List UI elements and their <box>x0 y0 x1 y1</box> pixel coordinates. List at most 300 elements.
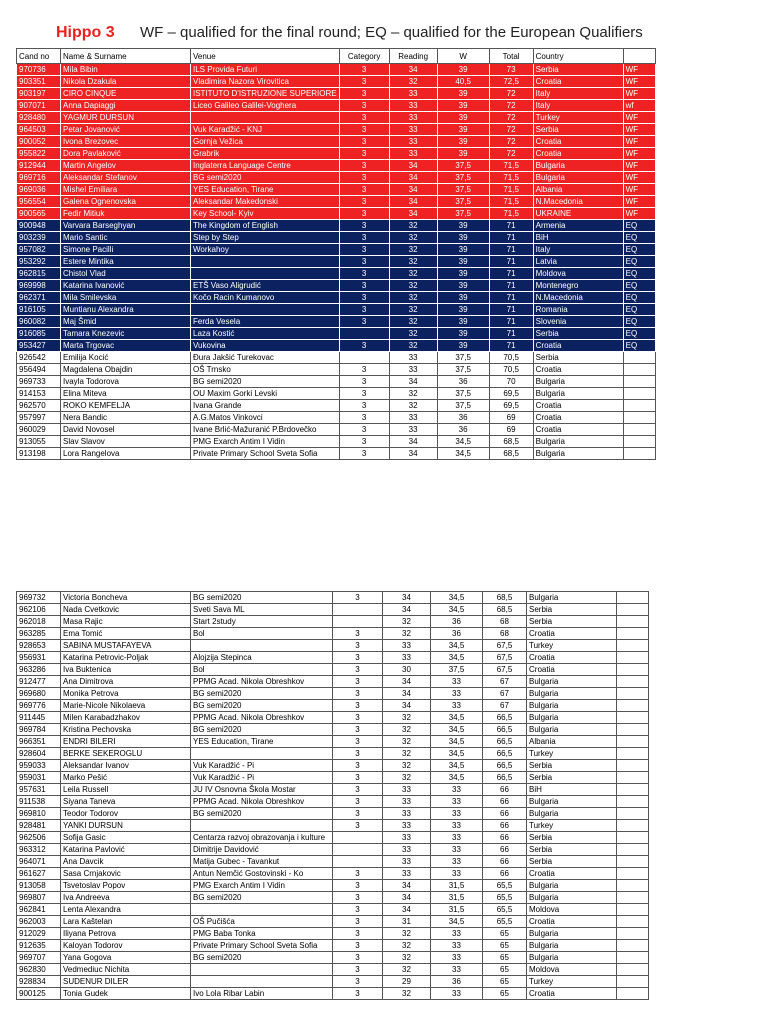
name-cell: YANKI DURSUN <box>61 820 191 832</box>
total-cell: 65 <box>483 928 527 940</box>
country-cell: Albania <box>533 184 623 196</box>
venue-cell: YES Education, Tirane <box>191 184 340 196</box>
cand-no-cell: 969733 <box>17 376 61 388</box>
status-cell <box>617 808 649 820</box>
table-row <box>17 868 649 880</box>
status-cell <box>617 964 649 976</box>
total-cell: 69 <box>489 412 533 424</box>
total-cell: 69 <box>489 424 533 436</box>
cand-no-cell: 957997 <box>17 412 61 424</box>
cand-no-cell: 928653 <box>17 640 61 652</box>
table-row <box>17 760 649 772</box>
table-row <box>17 784 649 796</box>
name-cell: Anna Dapiaggi <box>61 100 191 112</box>
venue-cell <box>191 304 340 316</box>
category-cell: 3 <box>339 292 389 304</box>
reading-cell: 32 <box>383 628 431 640</box>
cand-no-cell: 969810 <box>17 808 61 820</box>
cand-no-cell: 963286 <box>17 664 61 676</box>
status-cell: EQ <box>623 316 655 328</box>
venue-cell: BG semi2020 <box>191 724 333 736</box>
country-cell: Armenia <box>533 220 623 232</box>
reading-cell: 32 <box>383 760 431 772</box>
reading-cell: 32 <box>389 268 437 280</box>
category-cell: 3 <box>339 160 389 172</box>
name-cell: Leila Russell <box>61 784 191 796</box>
total-cell: 67 <box>483 700 527 712</box>
total-cell: 66 <box>483 832 527 844</box>
country-cell: Bulgaria <box>527 808 617 820</box>
country-cell: Croatia <box>527 988 617 1000</box>
category-cell: 3 <box>333 916 383 928</box>
venue-cell: Antun Nemčić Gostovinski - Ko <box>191 868 333 880</box>
table-row <box>17 304 656 316</box>
country-cell: Serbia <box>527 604 617 616</box>
legend-description: WF – qualified for the final round; EQ – qualified for the European Qualifiers <box>140 24 643 41</box>
name-cell: Estere Mintika <box>61 256 191 268</box>
venue-cell: Đura Jakšić Turekovac <box>191 352 340 364</box>
name-cell: Nikola Dzakula <box>61 76 191 88</box>
table-row <box>17 820 649 832</box>
reading-cell: 30 <box>383 664 431 676</box>
cand-no-cell: 911538 <box>17 796 61 808</box>
cand-no-cell: 953292 <box>17 256 61 268</box>
table-row <box>17 388 656 400</box>
name-cell: Slav Slavov <box>61 436 191 448</box>
name-cell: Muntianu Alexandra <box>61 304 191 316</box>
name-cell: Chistol Vlad <box>61 268 191 280</box>
table-row <box>17 976 649 988</box>
venue-cell: OŠ Pučišća <box>191 916 333 928</box>
reading-cell: 32 <box>389 292 437 304</box>
total-cell: 69,5 <box>489 388 533 400</box>
venue-cell: BG semi2020 <box>191 808 333 820</box>
country-cell: Serbia <box>527 760 617 772</box>
category-cell <box>339 328 389 340</box>
table-row <box>17 148 656 160</box>
venue-cell: Aleksandar Makedonski <box>191 196 340 208</box>
total-cell: 71 <box>489 292 533 304</box>
country-cell: UKRAINE <box>533 208 623 220</box>
w-cell: 34,5 <box>431 640 483 652</box>
w-cell: 37,5 <box>437 184 489 196</box>
country-cell: Moldova <box>527 904 617 916</box>
venue-cell: Ivo Lola Ribar Labin <box>191 988 333 1000</box>
name-cell: YAGMUR DURSUN <box>61 112 191 124</box>
cand-no-cell: 926542 <box>17 352 61 364</box>
total-cell: 71 <box>489 220 533 232</box>
name-cell: Lora Rangelova <box>61 448 191 460</box>
w-cell: 33 <box>431 820 483 832</box>
table-row <box>17 640 649 652</box>
total-cell: 66,5 <box>483 772 527 784</box>
cand-no-cell: 900052 <box>17 136 61 148</box>
cand-no-cell: 911445 <box>17 712 61 724</box>
table-row <box>17 748 649 760</box>
venue-cell: Alojzija Stepinca <box>191 652 333 664</box>
w-cell: 33 <box>431 796 483 808</box>
total-cell: 66 <box>483 820 527 832</box>
table-row <box>17 928 649 940</box>
reading-cell: 33 <box>383 844 431 856</box>
total-cell: 70 <box>489 376 533 388</box>
venue-cell <box>191 748 333 760</box>
status-cell <box>617 652 649 664</box>
cand-no-cell: 963285 <box>17 628 61 640</box>
hippo-level-title: Hippo 3 <box>56 24 115 41</box>
total-cell: 72 <box>489 112 533 124</box>
reading-cell: 32 <box>389 316 437 328</box>
name-cell: Ana Davcik <box>61 856 191 868</box>
reading-cell: 33 <box>389 424 437 436</box>
total-cell: 71 <box>489 232 533 244</box>
cand-no-cell: 962018 <box>17 616 61 628</box>
reading-cell: 33 <box>383 856 431 868</box>
cand-no-cell: 963312 <box>17 844 61 856</box>
reading-cell: 32 <box>383 736 431 748</box>
w-cell: 36 <box>431 628 483 640</box>
status-cell <box>617 988 649 1000</box>
name-cell: Nera Bandic <box>61 412 191 424</box>
cand-no-cell: 916085 <box>17 328 61 340</box>
venue-cell: Matija Gubec - Tavankut <box>191 856 333 868</box>
w-cell: 33 <box>431 952 483 964</box>
name-cell: Tamara Knezevic <box>61 328 191 340</box>
country-cell: Croatia <box>527 652 617 664</box>
country-cell: Croatia <box>527 868 617 880</box>
total-cell: 66,5 <box>483 748 527 760</box>
name-cell: Vedmediuc Nichita <box>61 964 191 976</box>
col-header-venue: Venue <box>191 49 340 64</box>
table-row <box>17 268 656 280</box>
cand-no-cell: 960029 <box>17 424 61 436</box>
status-cell: EQ <box>623 304 655 316</box>
total-cell: 68,5 <box>489 436 533 448</box>
w-cell: 33 <box>431 928 483 940</box>
total-cell: 67 <box>483 676 527 688</box>
col-header-name: Name & Surname <box>61 49 191 64</box>
cand-no-cell: 962506 <box>17 832 61 844</box>
category-cell: 3 <box>339 88 389 100</box>
reading-cell: 33 <box>383 808 431 820</box>
total-cell: 66 <box>483 856 527 868</box>
category-cell <box>333 604 383 616</box>
name-cell: Ivayla Todorova <box>61 376 191 388</box>
country-cell: Croatia <box>533 412 623 424</box>
country-cell: Croatia <box>533 400 623 412</box>
venue-cell: PMG Exarch Antim I Vidin <box>191 880 333 892</box>
venue-cell: PMG Baba Tonka <box>191 928 333 940</box>
cand-no-cell: 962830 <box>17 964 61 976</box>
cand-no-cell: 912477 <box>17 676 61 688</box>
w-cell: 34,5 <box>431 748 483 760</box>
table-row <box>17 604 649 616</box>
status-cell <box>623 364 655 376</box>
total-cell: 71,5 <box>489 184 533 196</box>
cand-no-cell: 960082 <box>17 316 61 328</box>
status-cell <box>623 424 655 436</box>
total-cell: 66,5 <box>483 736 527 748</box>
table-row <box>17 340 656 352</box>
w-cell: 34,5 <box>431 760 483 772</box>
category-cell: 3 <box>339 220 389 232</box>
reading-cell: 33 <box>383 640 431 652</box>
reading-cell: 32 <box>389 400 437 412</box>
cand-no-cell: 956931 <box>17 652 61 664</box>
name-cell: Simone Pacilli <box>61 244 191 256</box>
status-cell <box>617 976 649 988</box>
table-row <box>17 244 656 256</box>
country-cell: Turkey <box>527 976 617 988</box>
country-cell: Serbia <box>533 124 623 136</box>
name-cell: SUDENUR DILER <box>61 976 191 988</box>
cand-no-cell: 912944 <box>17 160 61 172</box>
cand-no-cell: 903197 <box>17 88 61 100</box>
status-cell <box>617 712 649 724</box>
venue-cell: Vuk Karadžić - Pi <box>191 772 333 784</box>
category-cell: 3 <box>333 712 383 724</box>
status-cell: EQ <box>623 328 655 340</box>
category-cell <box>333 856 383 868</box>
cand-no-cell: 903239 <box>17 232 61 244</box>
w-cell: 40,5 <box>437 76 489 88</box>
country-cell: Croatia <box>527 916 617 928</box>
total-cell: 71,5 <box>489 196 533 208</box>
w-cell: 39 <box>437 112 489 124</box>
total-cell: 66 <box>483 844 527 856</box>
country-cell: Bulgaria <box>527 712 617 724</box>
name-cell: Ivona Brezovec <box>61 136 191 148</box>
col-header-country: Country <box>533 49 623 64</box>
results-table-lower <box>16 591 649 1000</box>
w-cell: 33 <box>431 808 483 820</box>
name-cell: Fedir Mitiuk <box>61 208 191 220</box>
category-cell: 3 <box>339 136 389 148</box>
status-cell: EQ <box>623 280 655 292</box>
reading-cell: 32 <box>383 616 431 628</box>
total-cell: 72 <box>489 124 533 136</box>
total-cell: 65,5 <box>483 892 527 904</box>
w-cell: 39 <box>437 292 489 304</box>
table-row <box>17 64 656 76</box>
country-cell: Bulgaria <box>527 796 617 808</box>
name-cell: Yana Gogova <box>61 952 191 964</box>
cand-no-cell: 962815 <box>17 268 61 280</box>
cand-no-cell: 962841 <box>17 904 61 916</box>
w-cell: 39 <box>437 280 489 292</box>
name-cell: Ana Dimitrova <box>61 676 191 688</box>
total-cell: 71,5 <box>489 160 533 172</box>
reading-cell: 34 <box>389 196 437 208</box>
status-cell <box>623 352 655 364</box>
cand-no-cell: 957082 <box>17 244 61 256</box>
w-cell: 39 <box>437 220 489 232</box>
country-cell: N.Macedonia <box>533 292 623 304</box>
cand-no-cell: 966351 <box>17 736 61 748</box>
name-cell: Victoria Boncheva <box>61 592 191 604</box>
status-cell <box>617 676 649 688</box>
reading-cell: 33 <box>389 124 437 136</box>
reading-cell: 32 <box>389 232 437 244</box>
total-cell: 68 <box>483 628 527 640</box>
w-cell: 33 <box>431 988 483 1000</box>
category-cell: 3 <box>333 676 383 688</box>
cand-no-cell: 957631 <box>17 784 61 796</box>
venue-cell: ETŠ Vaso Aligrudić <box>191 280 340 292</box>
status-cell: EQ <box>623 220 655 232</box>
total-cell: 66,5 <box>483 760 527 772</box>
name-cell: Iva Andreeva <box>61 892 191 904</box>
table-row <box>17 880 649 892</box>
total-cell: 71,5 <box>489 208 533 220</box>
venue-cell: PPMG Acad. Nikola Obreshkov <box>191 796 333 808</box>
w-cell: 34,5 <box>431 592 483 604</box>
venue-cell: PMG Exarch Antim I Vidin <box>191 436 340 448</box>
w-cell: 33 <box>431 856 483 868</box>
w-cell: 34,5 <box>431 772 483 784</box>
reading-cell: 32 <box>383 940 431 952</box>
category-cell: 3 <box>333 904 383 916</box>
status-cell <box>617 664 649 676</box>
category-cell: 3 <box>333 880 383 892</box>
country-cell: Croatia <box>527 664 617 676</box>
name-cell: Mila Smilevska <box>61 292 191 304</box>
status-cell: WF <box>623 196 655 208</box>
country-cell: Bulgaria <box>527 892 617 904</box>
name-cell: Lenta Alexandra <box>61 904 191 916</box>
reading-cell: 33 <box>383 796 431 808</box>
status-cell <box>623 400 655 412</box>
reading-cell: 34 <box>383 700 431 712</box>
venue-cell: PPMG Acad. Nikola Obreshkov <box>191 712 333 724</box>
category-cell: 3 <box>333 976 383 988</box>
total-cell: 71 <box>489 328 533 340</box>
name-cell: Varvara Barseghyan <box>61 220 191 232</box>
country-cell: Bulgaria <box>533 436 623 448</box>
country-cell: Croatia <box>533 424 623 436</box>
total-cell: 71 <box>489 280 533 292</box>
total-cell: 66,5 <box>483 724 527 736</box>
status-cell: WF <box>623 208 655 220</box>
w-cell: 33 <box>431 688 483 700</box>
name-cell: Marko Pešić <box>61 772 191 784</box>
page-header <box>0 24 768 46</box>
venue-cell <box>191 904 333 916</box>
total-cell: 65 <box>483 988 527 1000</box>
status-cell: WF <box>623 124 655 136</box>
venue-cell: Vukovina <box>191 340 340 352</box>
w-cell: 37,5 <box>437 196 489 208</box>
category-cell: 3 <box>333 736 383 748</box>
w-cell: 39 <box>437 340 489 352</box>
category-cell: 3 <box>339 64 389 76</box>
total-cell: 69,5 <box>489 400 533 412</box>
category-cell: 3 <box>339 268 389 280</box>
table-row <box>17 160 656 172</box>
venue-cell: Laza Kostić <box>191 328 340 340</box>
reading-cell: 32 <box>389 76 437 88</box>
total-cell: 72,5 <box>489 76 533 88</box>
table-row <box>17 676 649 688</box>
venue-cell: Vuk Karadžić - Pi <box>191 760 333 772</box>
name-cell: ROKO KEMFELJA <box>61 400 191 412</box>
status-cell <box>617 640 649 652</box>
category-cell: 3 <box>339 364 389 376</box>
total-cell: 65 <box>483 976 527 988</box>
status-cell <box>623 376 655 388</box>
name-cell: Ema Tomić <box>61 628 191 640</box>
table-row <box>17 448 656 460</box>
venue-cell <box>191 268 340 280</box>
col-header-status <box>623 49 655 64</box>
venue-cell: Kočo Racin Kumanovo <box>191 292 340 304</box>
status-cell <box>617 844 649 856</box>
w-cell: 31,5 <box>431 904 483 916</box>
total-cell: 72 <box>489 88 533 100</box>
total-cell: 68,5 <box>483 592 527 604</box>
venue-cell: BG semi2020 <box>191 952 333 964</box>
status-cell <box>617 892 649 904</box>
table-row <box>17 736 649 748</box>
category-cell: 3 <box>333 664 383 676</box>
country-cell: Moldova <box>527 964 617 976</box>
name-cell: Tsvetoslav Popov <box>61 880 191 892</box>
status-cell: WF <box>623 160 655 172</box>
status-cell <box>617 820 649 832</box>
total-cell: 67,5 <box>483 640 527 652</box>
category-cell <box>333 616 383 628</box>
w-cell: 37,5 <box>431 664 483 676</box>
venue-cell: Grabrik <box>191 148 340 160</box>
reading-cell: 33 <box>383 652 431 664</box>
w-cell: 39 <box>437 328 489 340</box>
name-cell: Emilija Kocić <box>61 352 191 364</box>
country-cell: Bulgaria <box>527 592 617 604</box>
table-row <box>17 136 656 148</box>
status-cell <box>617 952 649 964</box>
reading-cell: 34 <box>389 160 437 172</box>
table-row <box>17 184 656 196</box>
status-cell <box>623 412 655 424</box>
reading-cell: 32 <box>389 340 437 352</box>
name-cell: Petar Jovanović <box>61 124 191 136</box>
w-cell: 33 <box>431 940 483 952</box>
table-row <box>17 772 649 784</box>
table-row <box>17 76 656 88</box>
reading-cell: 34 <box>383 592 431 604</box>
category-cell: 3 <box>333 928 383 940</box>
w-cell: 37,5 <box>437 388 489 400</box>
name-cell: Monika Petrova <box>61 688 191 700</box>
name-cell: Mishel Emiliara <box>61 184 191 196</box>
status-cell: EQ <box>623 292 655 304</box>
cand-no-cell: 928481 <box>17 820 61 832</box>
status-cell <box>623 448 655 460</box>
table-row <box>17 256 656 268</box>
status-cell <box>617 760 649 772</box>
name-cell: ENDRI BILERI <box>61 736 191 748</box>
reading-cell: 32 <box>389 256 437 268</box>
status-cell: WF <box>623 184 655 196</box>
table-row <box>17 88 656 100</box>
status-cell <box>617 700 649 712</box>
status-cell: EQ <box>623 232 655 244</box>
venue-cell: Workahoy <box>191 244 340 256</box>
total-cell: 65 <box>483 940 527 952</box>
status-cell: WF <box>623 112 655 124</box>
reading-cell: 32 <box>383 928 431 940</box>
cand-no-cell: 969807 <box>17 892 61 904</box>
